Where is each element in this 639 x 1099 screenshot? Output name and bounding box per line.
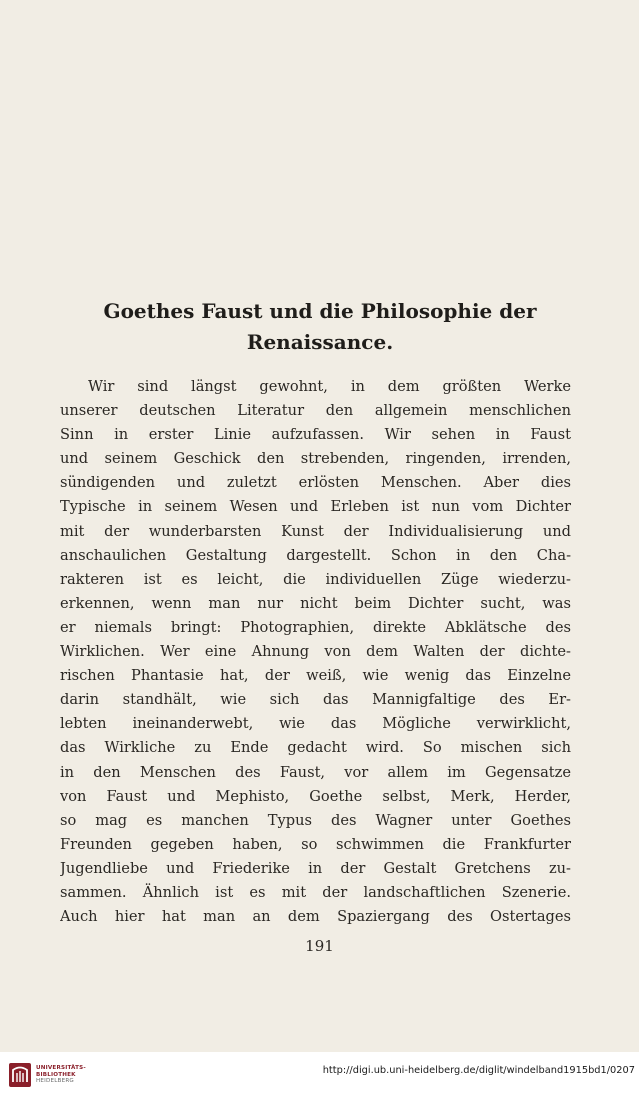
heading-line-2: Renaissance.: [246, 330, 394, 354]
library-name-line-1: UNIVERSITÄTS-: [36, 1065, 86, 1071]
text-line: mit der wunderbarsten Kunst der Individualisierung und: [60, 522, 571, 540]
text-line: Wirklichen. Wer eine Ahnung von dem Walten der dichte-: [60, 643, 571, 661]
chapter-heading: [60, 296, 580, 358]
heading-line-1: Goethes Faust und die Philosophie der: [103, 299, 537, 323]
text-line: darin standhält, wie sich das Mannigfaltige des Er-: [60, 691, 571, 709]
text-line: Jugendliebe und Friederike in der Gestalt Gretchens zu-: [60, 859, 571, 877]
library-name: [36, 1065, 86, 1085]
library-name-line-2: BIBLIOTHEK: [36, 1071, 76, 1078]
text-line: anschaulichen Gestaltung dargestellt. Schon in den Cha-: [60, 546, 571, 564]
text-line: sündigenden und zuletzt erlösten Menschen. Aber dies: [60, 474, 571, 492]
text-line: unserer deutschen Literatur den allgemein menschlichen: [60, 402, 571, 420]
text-line: Auch hier hat man an dem Spaziergang des Ostertages: [60, 908, 571, 926]
text-line: erkennen, wenn man nur nicht beim Dichter sucht, was: [60, 594, 571, 612]
text-line: sammen. Ähnlich ist es mit der landschaftlichen Szenerie.: [60, 883, 571, 901]
footer-bar: [0, 1052, 639, 1099]
text-line: rischen Phantasie hat, der weiß, wie wenig das Einzelne: [60, 667, 571, 685]
source-url-link[interactable]: http://digi.ub.uni-heidelberg.de/diglit/windelband1915bd1/0207: [322, 1065, 635, 1076]
text-line: er niemals bringt: Photographien, direkte Abklätsche des: [60, 618, 571, 636]
text-line: Sinn in erster Linie aufzufassen. Wir sehen in Faust: [60, 426, 571, 444]
text-line: Freunden gegeben haben, so schwimmen die Frankfurter: [60, 835, 571, 853]
text-line: Typische in seinem Wesen und Erleben ist nun vom Dichter: [60, 498, 571, 516]
text-line: von Faust und Mephisto, Goethe selbst, Merk, Herder,: [60, 787, 571, 805]
page-number: 191: [305, 937, 334, 955]
text-line: so mag es manchen Typus des Wagner unter Goethes: [60, 811, 571, 829]
text-line: in den Menschen des Faust, vor allem im Gegensatze: [60, 763, 571, 781]
text-line: lebten ineinanderwebt, wie das Mögliche verwirklicht,: [60, 715, 571, 733]
library-name-line-3: HEIDELBERG: [36, 1078, 74, 1085]
library-logo-icon[interactable]: [8, 1062, 32, 1088]
text-line: und seinem Geschick den strebenden, ringenden, irrenden,: [60, 450, 571, 468]
text-line: rakteren ist es leicht, die individuellen Züge wiederzu-: [60, 570, 571, 588]
text-line: Wir sind längst gewohnt, in dem größten Werke: [88, 378, 571, 395]
body-text: [60, 375, 571, 929]
text-line: das Wirkliche zu Ende gedacht wird. So mischen sich: [60, 739, 571, 757]
